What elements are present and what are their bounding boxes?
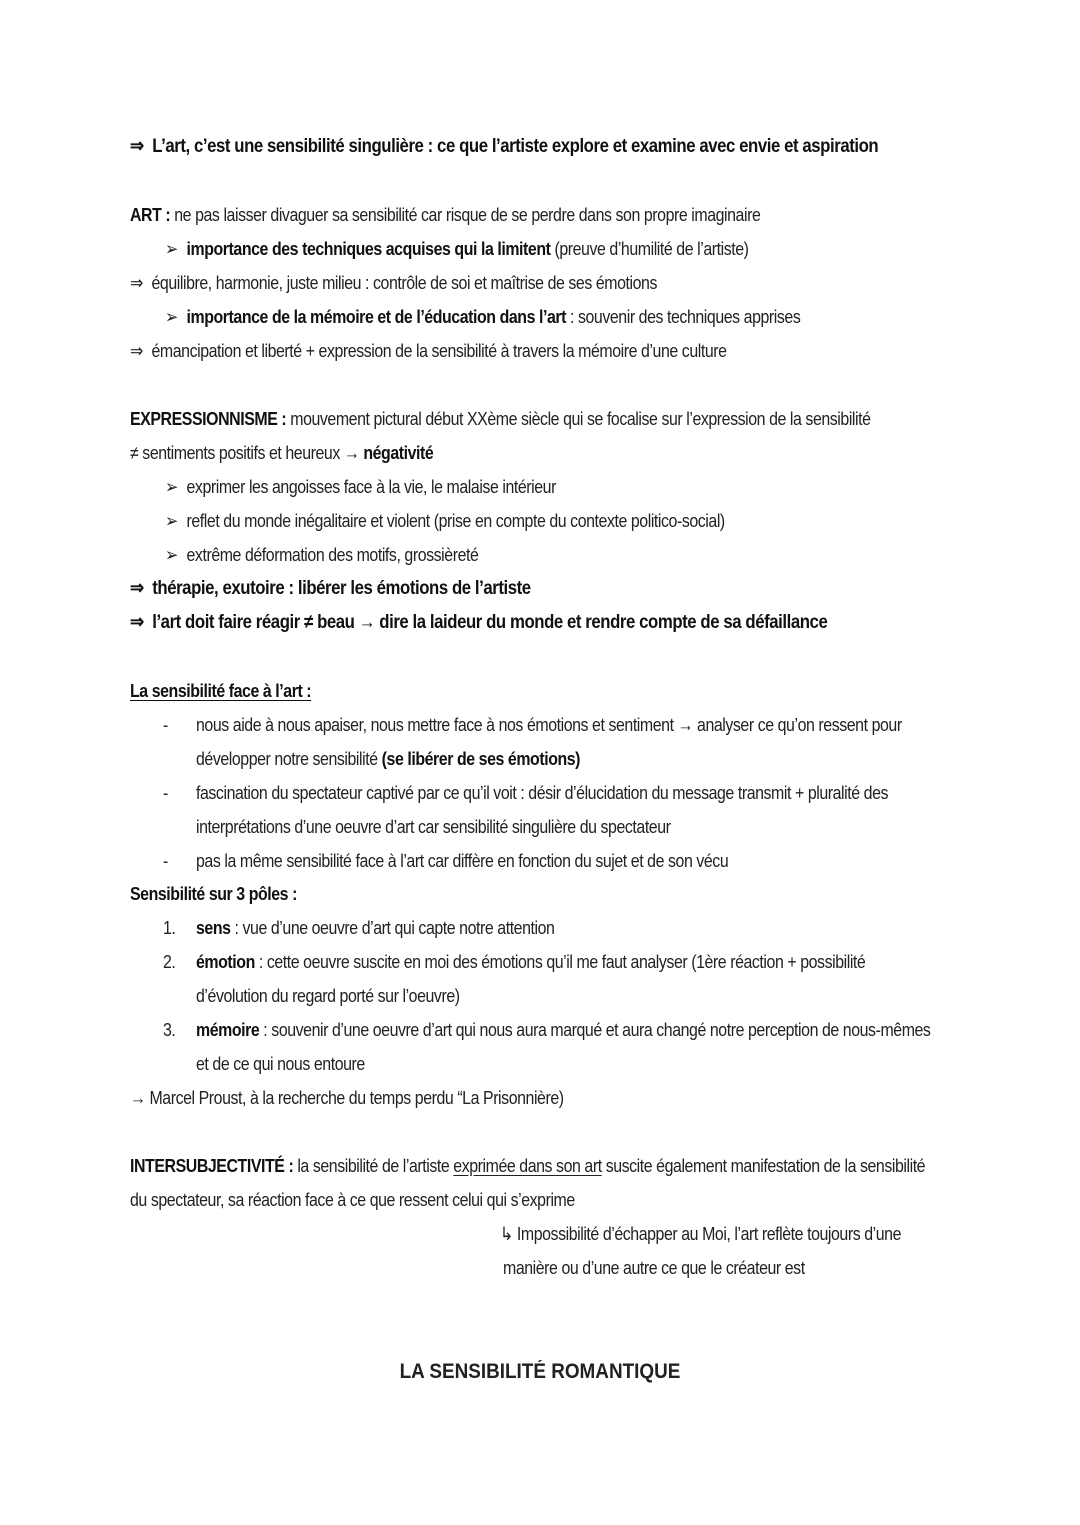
arrowhead-bullet-icon: ➢ — [165, 476, 178, 497]
pole-item: sens : vue d’une oeuvre d’art qui capte notre attention — [196, 917, 555, 938]
dash-item-text: pas la même sensibilité face à l’art car diffère en fonction du sujet et de son vécu — [196, 850, 729, 871]
pole-number: 2. — [163, 951, 176, 972]
expr-bullet: ➢ exprimer les angoisses face à la vie, le malaise intérieur — [165, 476, 556, 497]
dash-item-text: fascination du spectateur captivé par ce qu’il voit : désir d’élucidation du message transmit + pluralité des — [196, 782, 889, 803]
pole-item-cont: et de ce qui nous entoure — [196, 1053, 365, 1074]
pole-item: mémoire : souvenir d’une oeuvre d’art qui nous aura marqué et aura changé notre perception de nous-mêmes — [196, 1019, 931, 1040]
expressionnisme-definition: EXPRESSIONNISME : mouvement pictural début XXème siècle qui se focalise sur l’expression de la sensibilité — [130, 408, 871, 429]
intersubjectivite-line-2: du spectateur, sa réaction face à ce que ressent celui qui s’exprime — [130, 1189, 575, 1210]
art-conclusion-2: ⇒ émancipation et liberté + expression de la sensibilité à travers la mémoire d’une culture — [130, 340, 727, 361]
intersubjectivite-definition: INTERSUBJECTIVITÉ : la sensibilité de l’artiste exprimée dans son art suscite également manifestation de la sensibilité — [130, 1155, 926, 1176]
art-definition: ART : ne pas laisser divaguer sa sensibilité car risque de se perdre dans son propre imaginaire — [130, 204, 761, 225]
headline: ⇒ L’art, c’est une sensibilité singulière : ce que l’artiste explore et examine avec envie et aspiration — [130, 135, 879, 157]
art-bullet-2: ➢ importance de la mémoire et de l’éducation dans l’art : souvenir des techniques apprises — [165, 306, 801, 327]
expr-bullet: ➢ reflet du monde inégalitaire et violent (prise en compte du contexte politico-social) — [165, 510, 725, 531]
intersubjectivite-note-cont: manière ou d’une autre ce que le créateur est — [503, 1257, 805, 1278]
pole-number: 3. — [163, 1019, 176, 1040]
arrowhead-bullet-icon: ➢ — [165, 510, 178, 531]
dash-item: - — [163, 850, 168, 871]
art-conclusion-1: ⇒ équilibre, harmonie, juste milieu : contrôle de soi et maîtrise de ses émotions — [130, 272, 657, 293]
dash-item: - — [163, 714, 168, 735]
dash-item: - — [163, 782, 168, 803]
expressionnisme-contrast: ≠ sentiments positifs et heureux → négativité — [130, 442, 434, 463]
pole-item-cont: d’évolution du regard porté sur l’oeuvre) — [196, 985, 460, 1006]
section-title-romantique: LA SENSIBILITÉ ROMANTIQUE — [399, 1360, 681, 1383]
arrowhead-bullet-icon: ➢ — [165, 238, 178, 259]
section-heading-sensibilite: La sensibilité face à l’art : — [130, 680, 312, 701]
expr-conclusion-1: ⇒ thérapie, exutoire : libérer les émotions de l’artiste — [130, 577, 531, 599]
expr-bullet: ➢ extrême déformation des motifs, grossièreté — [165, 544, 479, 565]
expr-conclusion-2: ⇒ l’art doit faire réagir ≠ beau → dire la laideur du monde et rendre compte de sa défaillance — [130, 611, 828, 633]
art-bullet-1: ➢ importance des techniques acquises qui la limitent (preuve d’humilité de l’artiste) — [165, 238, 749, 259]
dash-item-text: nous aide à nous apaiser, nous mettre face à nos émotions et sentiment → analyser ce qu’on ressent pour — [196, 714, 902, 735]
poles-heading: Sensibilité sur 3 pôles : — [130, 883, 297, 904]
dash-item-text: interprétations d’une oeuvre d’art car sensibilité singulière du spectateur — [196, 816, 671, 837]
proust-reference: → Marcel Proust, à la recherche du temps perdu “La Prisonnière) — [130, 1087, 564, 1108]
arrowhead-bullet-icon: ➢ — [165, 544, 178, 565]
pole-item: émotion : cette oeuvre suscite en moi des émotions qu’il me faut analyser (1ère réaction + possibilité — [196, 951, 866, 972]
intersubjectivite-note: ↳ Impossibilité d’échapper au Moi, l’art reflète toujours d’une — [500, 1223, 902, 1244]
arrowhead-bullet-icon: ➢ — [165, 306, 178, 327]
pole-number: 1. — [163, 917, 176, 938]
dash-item-text: développer notre sensibilité (se libérer de ses émotions) — [196, 748, 581, 769]
